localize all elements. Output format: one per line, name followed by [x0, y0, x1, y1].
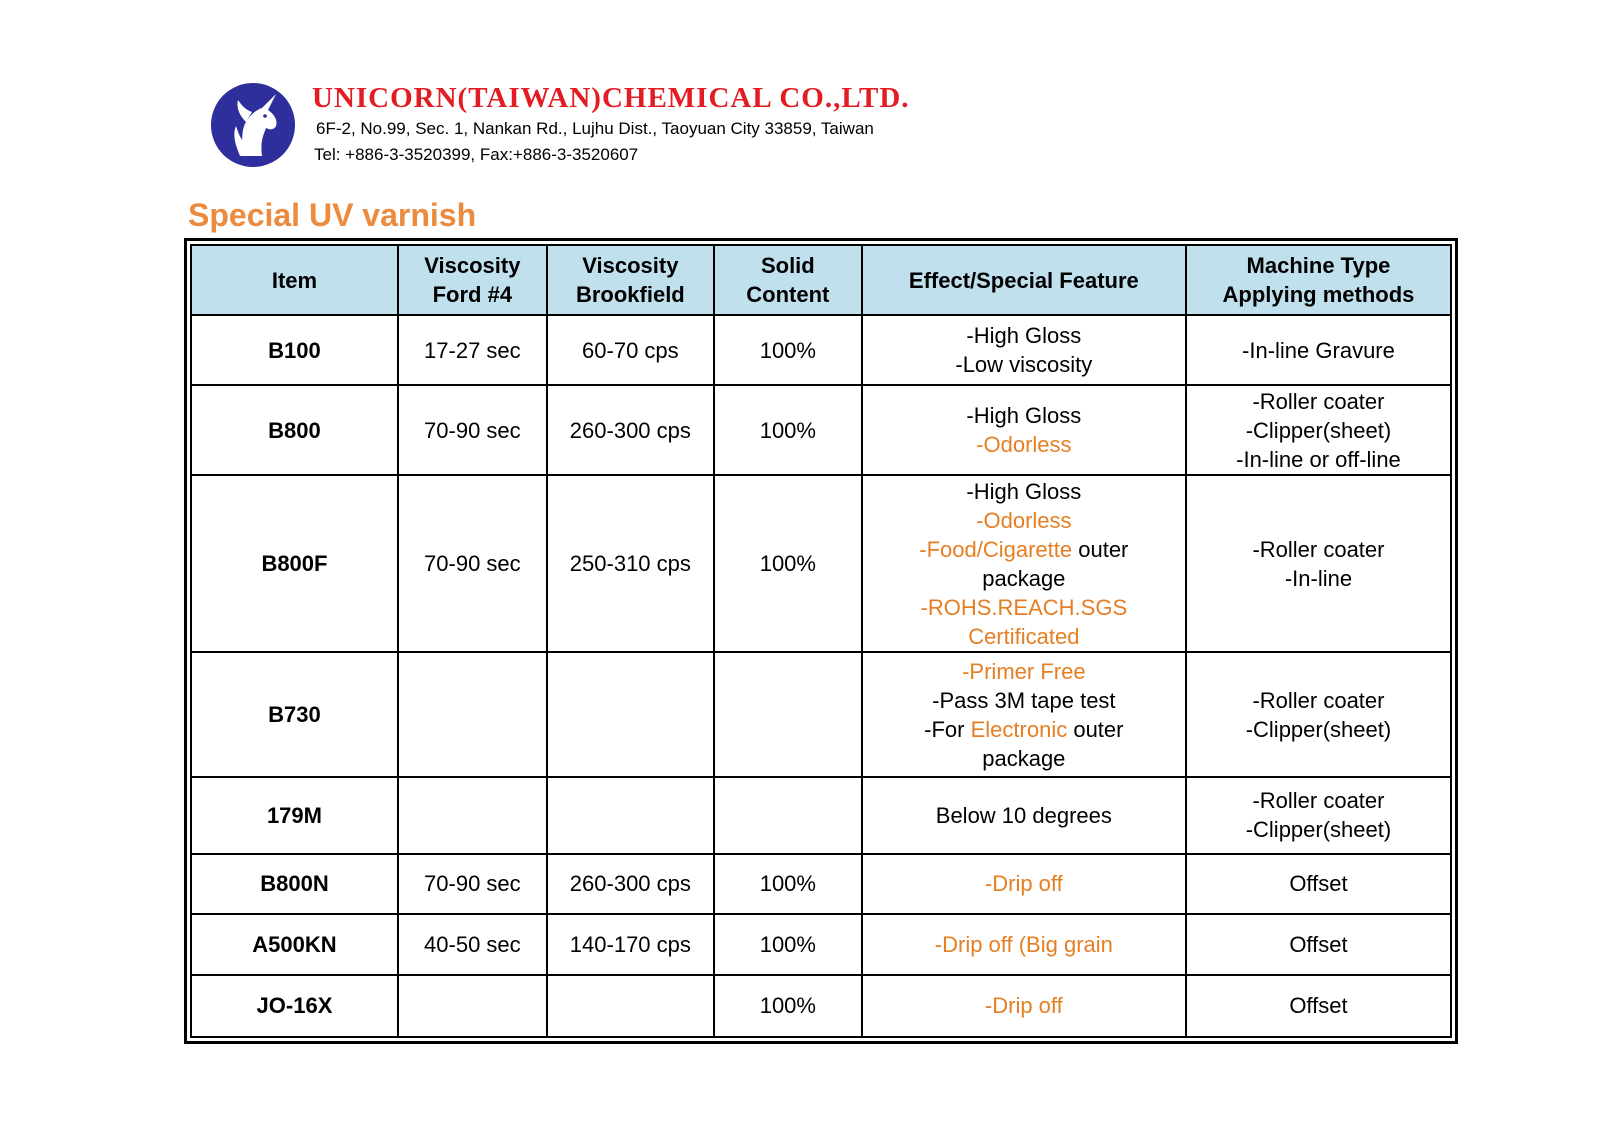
cell-item: JO-16X — [191, 975, 398, 1038]
cell-viscosity-ford: 40-50 sec — [398, 914, 547, 974]
cell-effect: -Drip off (Big grain — [862, 914, 1186, 974]
cell-machine-type: Offset — [1186, 975, 1451, 1038]
cell-machine-type: -Roller coater -In-line — [1186, 475, 1451, 652]
header-viscosity-brookfield: Viscosity Brookfield — [547, 245, 714, 315]
cell-viscosity-brookfield: 260-300 cps — [547, 854, 714, 914]
table-row — [191, 777, 1451, 854]
cell-machine-type: -Roller coater -Clipper(sheet) — [1186, 777, 1451, 854]
cell-machine-type: -Roller coater -Clipper(sheet) -In-line or off-line — [1186, 385, 1451, 475]
company-contact: Tel: +886-3-3520399, Fax:+886-3-3520607 — [314, 145, 639, 164]
cell-solid-content: 100% — [714, 975, 862, 1038]
cell-viscosity-brookfield — [547, 777, 714, 854]
cell-solid-content — [714, 777, 862, 854]
table-row — [191, 315, 1451, 385]
cell-item: B730 — [191, 652, 398, 777]
cell-item: B800 — [191, 385, 398, 475]
header-item: Item — [191, 245, 398, 315]
cell-effect: -Primer Free -Pass 3M tape test -For Electronic outer package — [862, 652, 1186, 777]
cell-machine-type: Offset — [1186, 914, 1451, 974]
cell-viscosity-ford — [398, 975, 547, 1038]
header-effect: Effect/Special Feature — [862, 245, 1186, 315]
table-header-row — [191, 245, 1451, 315]
header-viscosity-ford: Viscosity Ford #4 — [398, 245, 547, 315]
unicorn-logo-icon — [210, 82, 296, 168]
cell-viscosity-ford: 70-90 sec — [398, 854, 547, 914]
cell-item: 179M — [191, 777, 398, 854]
page-title: Special UV varnish — [188, 197, 477, 233]
table-row — [191, 475, 1451, 652]
table-row — [191, 975, 1451, 1038]
header-solid-content: Solid Content — [714, 245, 862, 315]
cell-item: B100 — [191, 315, 398, 385]
cell-viscosity-brookfield: 140-170 cps — [547, 914, 714, 974]
table-row — [191, 652, 1451, 777]
cell-item: B800F — [191, 475, 398, 652]
cell-machine-type: -Roller coater -Clipper(sheet) — [1186, 652, 1451, 777]
cell-effect: -Drip off — [862, 854, 1186, 914]
company-name: UNICORN(TAIWAN)CHEMICAL CO.,LTD. — [312, 82, 910, 114]
cell-effect: -High Gloss -Low viscosity — [862, 315, 1186, 385]
cell-viscosity-brookfield — [547, 975, 714, 1038]
table-row — [191, 385, 1451, 475]
cell-viscosity-brookfield: 260-300 cps — [547, 385, 714, 475]
cell-viscosity-brookfield: 60-70 cps — [547, 315, 714, 385]
cell-solid-content: 100% — [714, 854, 862, 914]
table-body — [191, 315, 1451, 1037]
cell-machine-type: -In-line Gravure — [1186, 315, 1451, 385]
cell-viscosity-ford: 70-90 sec — [398, 475, 547, 652]
cell-solid-content: 100% — [714, 315, 862, 385]
product-table-frame — [184, 238, 1458, 1044]
cell-solid-content — [714, 652, 862, 777]
cell-solid-content: 100% — [714, 475, 862, 652]
cell-effect: -Drip off — [862, 975, 1186, 1038]
cell-solid-content: 100% — [714, 385, 862, 475]
table-row — [191, 914, 1451, 974]
header-machine-type: Machine Type Applying methods — [1186, 245, 1451, 315]
cell-viscosity-ford: 17-27 sec — [398, 315, 547, 385]
cell-item: A500KN — [191, 914, 398, 974]
cell-effect: -High Gloss -Odorless — [862, 385, 1186, 475]
cell-viscosity-ford — [398, 777, 547, 854]
cell-effect: Below 10 degrees — [862, 777, 1186, 854]
cell-viscosity-brookfield — [547, 652, 714, 777]
cell-viscosity-ford — [398, 652, 547, 777]
table-row — [191, 854, 1451, 914]
cell-effect: -High Gloss -Odorless -Food/Cigarette outer package -ROHS.REACH.SGS Certificated — [862, 475, 1186, 652]
cell-solid-content: 100% — [714, 914, 862, 974]
cell-item: B800N — [191, 854, 398, 914]
product-table — [190, 244, 1452, 1038]
cell-viscosity-ford: 70-90 sec — [398, 385, 547, 475]
cell-viscosity-brookfield: 250-310 cps — [547, 475, 714, 652]
company-address: 6F-2, No.99, Sec. 1, Nankan Rd., Lujhu Dist., Taoyuan City 33859, Taiwan — [316, 119, 874, 138]
cell-machine-type: Offset — [1186, 854, 1451, 914]
